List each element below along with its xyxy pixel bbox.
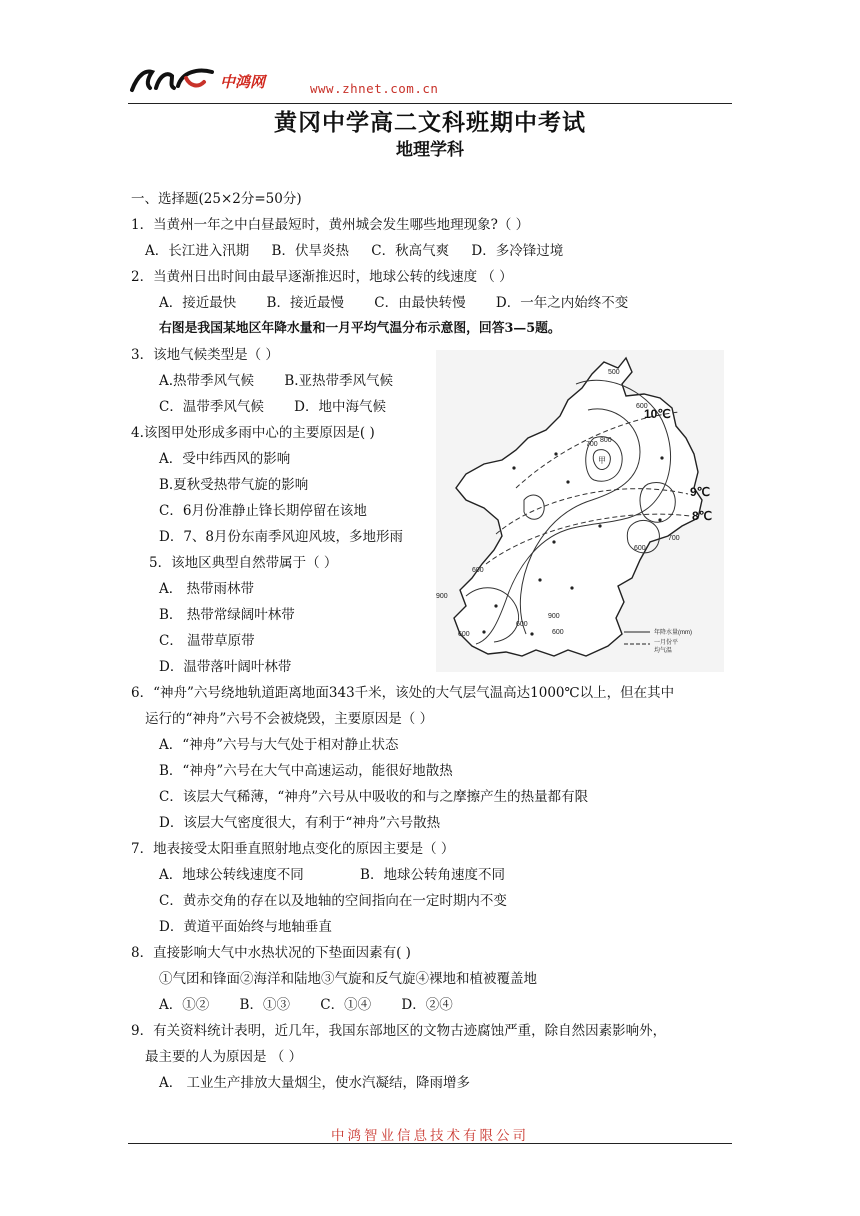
isotherm-label-8: 8℃ (692, 509, 713, 523)
q4-option-d: D．7、8月份东南季风迎风坡，多地形雨 (159, 529, 404, 545)
logo-text: 中鸿网 (220, 73, 266, 91)
zhnet-logo-icon (128, 64, 218, 94)
q4-option-b: B.夏秋受热带气旋的影响 (159, 477, 309, 493)
q6-option-b: B．“神舟”六号在大气中高速运动，能很好地散热 (159, 763, 453, 779)
isohyet-label-600: 600 (472, 567, 484, 574)
isohyet-label-900: 900 (436, 593, 448, 600)
q7-option-a: A．地球公转线速度不同 (159, 867, 304, 883)
q9-stem-line1: 9．有关资料统计表明，近几年，我国东部地区的文物古迹腐蚀严重，除自然因素影响外， (131, 1023, 667, 1039)
q1-options (131, 238, 741, 264)
footer-company: 中鸿智业信息技术有限公司 (331, 1128, 529, 1144)
isohyet-label-700: 700 (586, 441, 598, 448)
q8-option-b: B．①③ (239, 997, 290, 1013)
q2-option-d: D．一年之内始终不变 (495, 295, 629, 311)
q5-option-c: C． 温带草原带 (159, 633, 255, 649)
isohyet-label-600: 600 (636, 403, 648, 410)
q6-option-c: C．该层大气稀薄，“神舟”六号从中吸收的和与之摩擦产生的热量都有限 (159, 789, 589, 805)
q4-option-a: A．受中纬西风的影响 (159, 451, 291, 467)
q3-option-a: A.热带季风气候 (159, 373, 255, 389)
q1-option-a: A．长江进入汛期 (145, 243, 250, 259)
q8-option-d: D．②④ (401, 997, 453, 1013)
q2-options (131, 290, 741, 316)
q5-option-d: D．温带落叶阔叶林带 (159, 659, 292, 675)
q3-option-d: D．地中海气候 (294, 399, 386, 415)
page-subtitle: 地理学科 (396, 140, 464, 160)
isohyet-label-600: 600 (552, 629, 564, 636)
q7-options-row1 (131, 862, 741, 888)
q7-option-b: B．地球公转角速度不同 (360, 867, 505, 883)
q4-option-c: C．6月份准静止锋长期停留在该地 (159, 503, 367, 519)
site-url[interactable]: www.zhnet.com.cn (310, 81, 439, 96)
q1-stem: 1．当黄州一年之中白昼最短时，黄州城会发生哪些地理现象?（ ） (131, 217, 530, 233)
q7-option-c: C．黄赤交角的存在以及地轴的空间指向在一定时期内不变 (159, 893, 507, 909)
q3-option-b: B.亚热带季风气候 (284, 373, 394, 389)
q7-option-d: D．黄道平面始终与地轴垂直 (159, 919, 332, 935)
isohyet-label-800: 800 (600, 437, 612, 444)
q2-option-b: B．接近最慢 (266, 295, 344, 311)
legend-precip: 年降水量(mm) (654, 630, 692, 636)
map-intro: 右图是我国某地区年降水量和一月平均气温分布示意图，回答3—5题。 (159, 321, 561, 336)
q4-stem: 4.该图甲处形成多雨中心的主要原因是( ) (131, 425, 375, 441)
q5-stem: 5．该地区典型自然带属于（ ） (149, 555, 338, 571)
isohyet-label-600: 600 (516, 621, 528, 628)
page-header (128, 58, 732, 104)
q2-stem: 2．当黄州日出时间由最早逐渐推迟时，地球公转的线速度 （ ） (131, 269, 513, 285)
q8-items: ①气团和锋面②海洋和陆地③气旋和反气旋④裸地和植被覆盖地 (159, 971, 537, 987)
q8-stem: 8．直接影响大气中水热状况的下垫面因素有( ) (131, 945, 411, 961)
q5-option-b: B． 热带常绿阔叶林带 (159, 607, 295, 623)
q2-option-a: A．接近最快 (159, 295, 237, 311)
isohyet-label-600: 600 (458, 631, 470, 638)
q3-option-c: C．温带季风气候 (159, 399, 264, 415)
q6-stem-line2: 运行的“神舟”六号不会被烧毁，主要原因是（ ） (145, 711, 434, 727)
page-title: 黄冈中学高二文科班期中考试 (274, 110, 586, 136)
isohyet-label-500: 500 (608, 369, 620, 376)
q1-option-c: C．秋高气爽 (371, 243, 450, 259)
legend-temp-line1: 一月份平 (654, 640, 679, 646)
isohyet-label-900: 900 (548, 613, 560, 620)
center-label: 甲 (598, 456, 606, 465)
footer-divider (128, 1143, 732, 1144)
q8-options (131, 992, 741, 1018)
q8-option-a: A．①② (159, 997, 210, 1013)
legend-temp-line2: 均气温 (654, 648, 673, 654)
q6-stem-line1: 6．“神舟”六号绕地轨道距离地面343千米，该处的大气层气温高达1000℃以上，但在其中 (131, 685, 675, 701)
precipitation-temperature-map (436, 350, 724, 672)
q3-stem: 3．该地气候类型是（ ） (131, 347, 279, 363)
section-heading: 一、选择题(25×2分=50分) (131, 191, 302, 207)
q9-option-a: A． 工业生产排放大量烟尘，使水汽凝结，降雨增多 (159, 1075, 471, 1091)
isotherm-label-9: 9℃ (690, 485, 711, 499)
q1-option-b: B．伏旱炎热 (271, 243, 349, 259)
isotherm-label-10: 10℃ (644, 407, 671, 421)
q8-option-c: C．①④ (320, 997, 372, 1013)
q1-option-d: D．多冷锋过境 (471, 243, 564, 259)
q2-option-c: C．由最快转慢 (374, 295, 466, 311)
q7-stem: 7．地表接受太阳垂直照射地点变化的原因主要是（ ） (131, 841, 455, 857)
q5-option-a: A． 热带雨林带 (159, 581, 255, 597)
q9-stem-line2: 最主要的人为原因是 （ ） (145, 1049, 303, 1065)
q6-option-d: D．该层大气密度很大，有利于“神舟”六号散热 (159, 815, 441, 831)
q6-option-a: A．“神舟”六号与大气处于相对静止状态 (159, 737, 399, 753)
isohyet-label-600: 600 (634, 545, 646, 552)
isohyet-label-700: 700 (668, 535, 680, 542)
